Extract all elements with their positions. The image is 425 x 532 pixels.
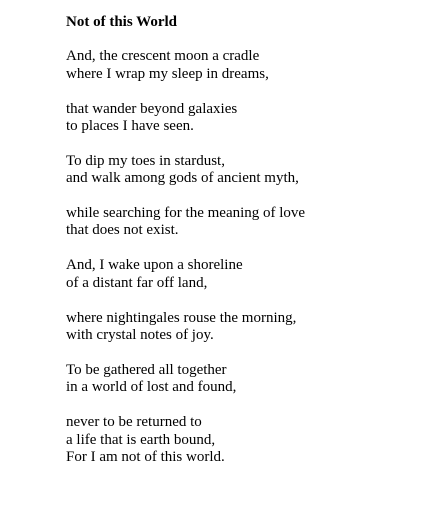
poem-title: Not of this World [66,14,177,30]
poem [66,14,406,466]
poem-line: For I am not of this world. [66,448,225,465]
poem-line: with crystal notes of joy. [66,327,214,343]
stanza-1 [66,48,406,83]
poem-line: And, the crescent moon a cradle [66,48,260,65]
stanza-5 [66,257,406,292]
poem-line: while searching for the meaning of love [66,205,306,222]
poem-line: of a distant far off land, [66,274,208,291]
poem-line: and walk among gods of ancient myth, [66,170,299,187]
poem-line: a life that is earth bound, [66,431,216,448]
poem-line: to places I have seen. [66,117,194,134]
stanza-7 [66,362,406,397]
poem-line: where nightingales rouse the morning, [66,309,297,326]
poem-line: To dip my toes in stardust, [66,152,225,169]
stanza-6 [66,310,406,345]
stanza-4 [66,205,406,240]
stanza-8 [66,414,406,466]
poem-line: And, I wake upon a shoreline [66,257,243,274]
poem-line: that wander beyond galaxies [66,100,238,117]
poem-line: in a world of lost and found, [66,379,237,396]
poem-line: never to be returned to [66,414,202,431]
poem-line: To be gathered all together [66,361,227,378]
stanza-2 [66,101,406,136]
poem-line: where I wrap my sleep in dreams, [66,65,269,82]
stanza-3 [66,153,406,188]
poem-line: that does not exist. [66,222,179,239]
